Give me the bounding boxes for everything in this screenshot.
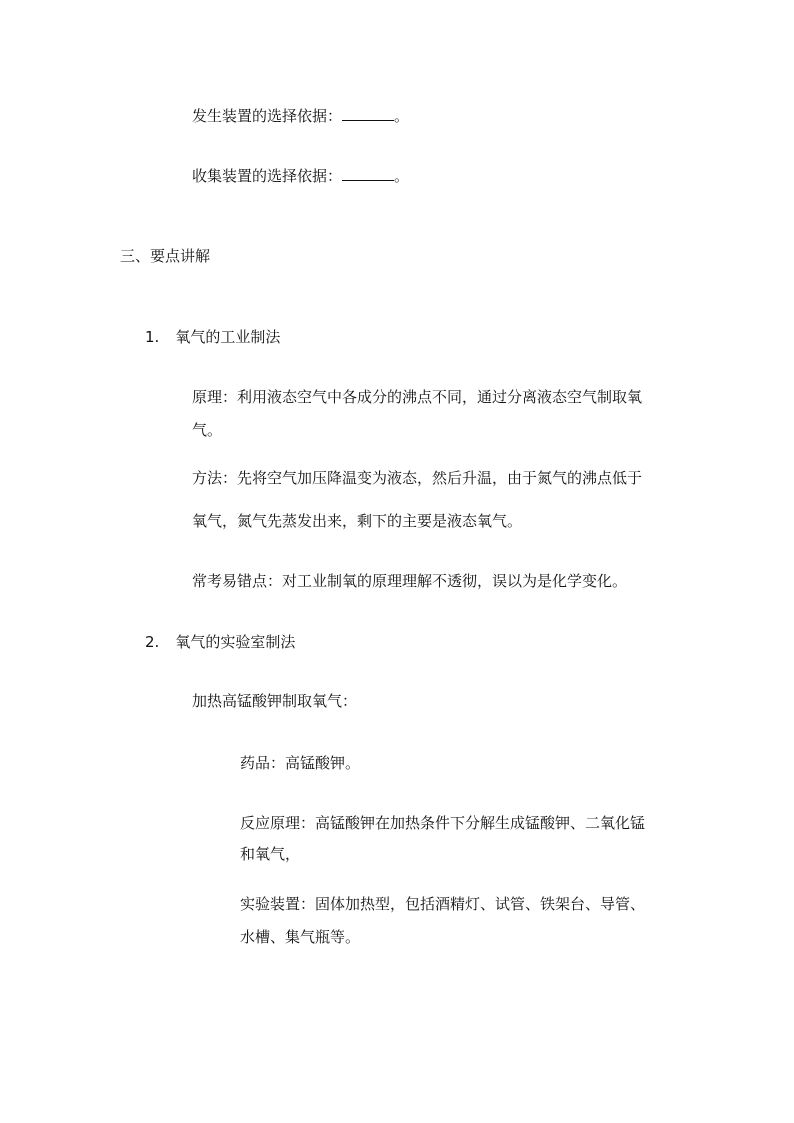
method-line-1: 方法：先将空气加压降温变为液态，然后升温，由于氮气的沸点低于 [192, 469, 643, 487]
principle-line-1: 原理：利用液态空气中各成分的沸点不同，通过分离液态空气制取氧 [192, 388, 643, 406]
period: 。 [394, 167, 410, 185]
reaction-line-2: 和氧气， [240, 845, 301, 863]
subsection-title: 氧气的实验室制法 [175, 633, 296, 651]
subsection-title: 氧气的工业制法 [175, 328, 281, 346]
apparatus-line-1: 实验装置：固体加热型，包括酒精灯、试管、铁架台、导管、 [240, 895, 646, 913]
apparatus-line-2: 水槽、集气瓶等。 [240, 928, 361, 946]
fill-blank [342, 106, 394, 121]
list-number: 2. [145, 633, 160, 651]
principle-line-2: 气。 [192, 421, 223, 439]
collection-device-label: 收集装置的选择依据： [192, 167, 343, 185]
list-number: 1. [145, 328, 160, 346]
fill-blank [342, 166, 394, 181]
drug-line: 药品：高锰酸钾。 [240, 754, 361, 772]
generation-device-label: 发生装置的选择依据： [192, 107, 343, 125]
period: 。 [394, 107, 410, 125]
generation-device-basis [192, 106, 409, 126]
subsection-industrial [145, 327, 280, 347]
common-mistake: 常考易错点：对工业制氧的原理理解不透彻，误以为是化学变化。 [192, 572, 628, 590]
subsection-laboratory [145, 632, 295, 652]
method-line-2: 氧气，氮气先蒸发出来，剩下的主要是液态氧气。 [192, 512, 523, 530]
reaction-line-1: 反应原理：高锰酸钾在加热条件下分解生成锰酸钾、二氧化锰 [240, 814, 646, 832]
section-heading: 三、要点讲解 [120, 247, 211, 265]
heating-method: 加热高锰酸钾制取氧气： [192, 692, 358, 710]
collection-device-basis [192, 166, 409, 186]
